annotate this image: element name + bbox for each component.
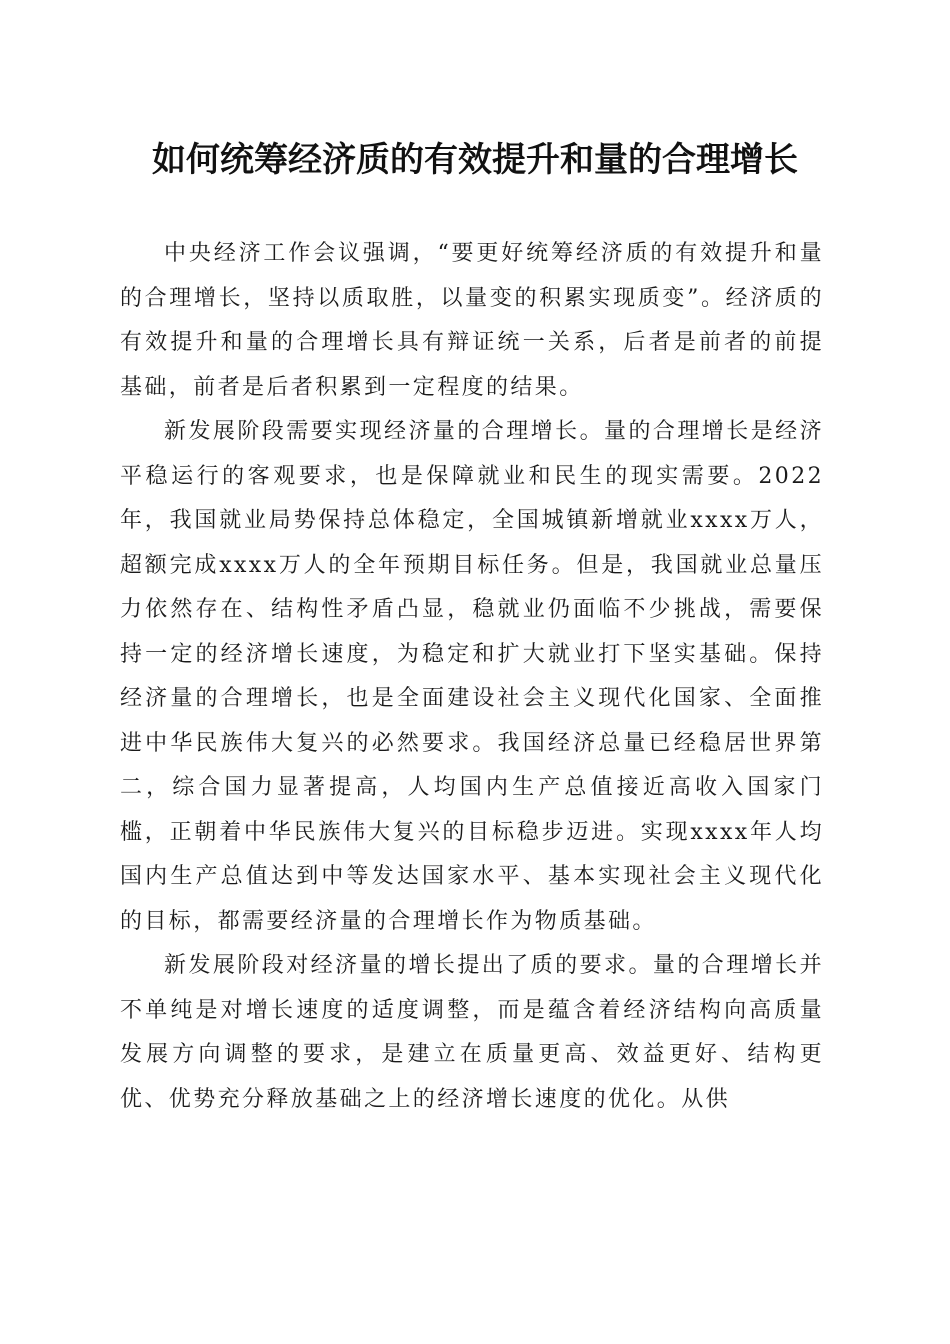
document-body: [120, 232, 824, 1122]
document-title: 如何统筹经济质的有效提升和量的合理增长: [152, 140, 798, 180]
paragraph-1: 中央经济工作会议强调，“要更好统筹经济质的有效提升和量的合理增长，坚持以质取胜，以量变的积累实现质变”。经济质的有效提升和量的合理增长具有辩证统一关系，后者是前者的前提基础，前者是后者积累到一定程度的结果。: [120, 241, 824, 400]
paragraph-2: 新发展阶段需要实现经济量的合理增长。量的合理增长是经济平稳运行的客观要求，也是保障就业和民生的现实需要。2022年，我国就业局势保持总体稳定，全国城镇新增就业xxxx万人，超额完成xxxx万人的全年预期目标任务。但是，我国就业总量压力依然存在、结构性矛盾凸显，稳就业仍面临不少挑战，需要保持一定的经济增长速度，为稳定和扩大就业打下坚实基础。保持经济量的合理增长，也是全面建设社会主义现代化国家、全面推进中华民族伟大复兴的必然要求。我国经济总量已经稳居世界第二，综合国力显著提高，人均国内生产总值接近高收入国家门槛，正朝着中华民族伟大复兴的目标稳步迈进。实现xxxx年人均国内生产总值达到中等发达国家水平、基本实现社会主义现代化的目标，都需要经济量的合理增长作为物质基础。: [120, 419, 824, 934]
paragraph-3: 新发展阶段对经济量的增长提出了质的要求。量的合理增长并不单纯是对增长速度的适度调整，而是蕴含着经济结构向高质量发展方向调整的要求，是建立在质量更高、效益更好、结构更优、优势充分释放基础之上的经济增长速度的优化。从供: [120, 953, 824, 1112]
